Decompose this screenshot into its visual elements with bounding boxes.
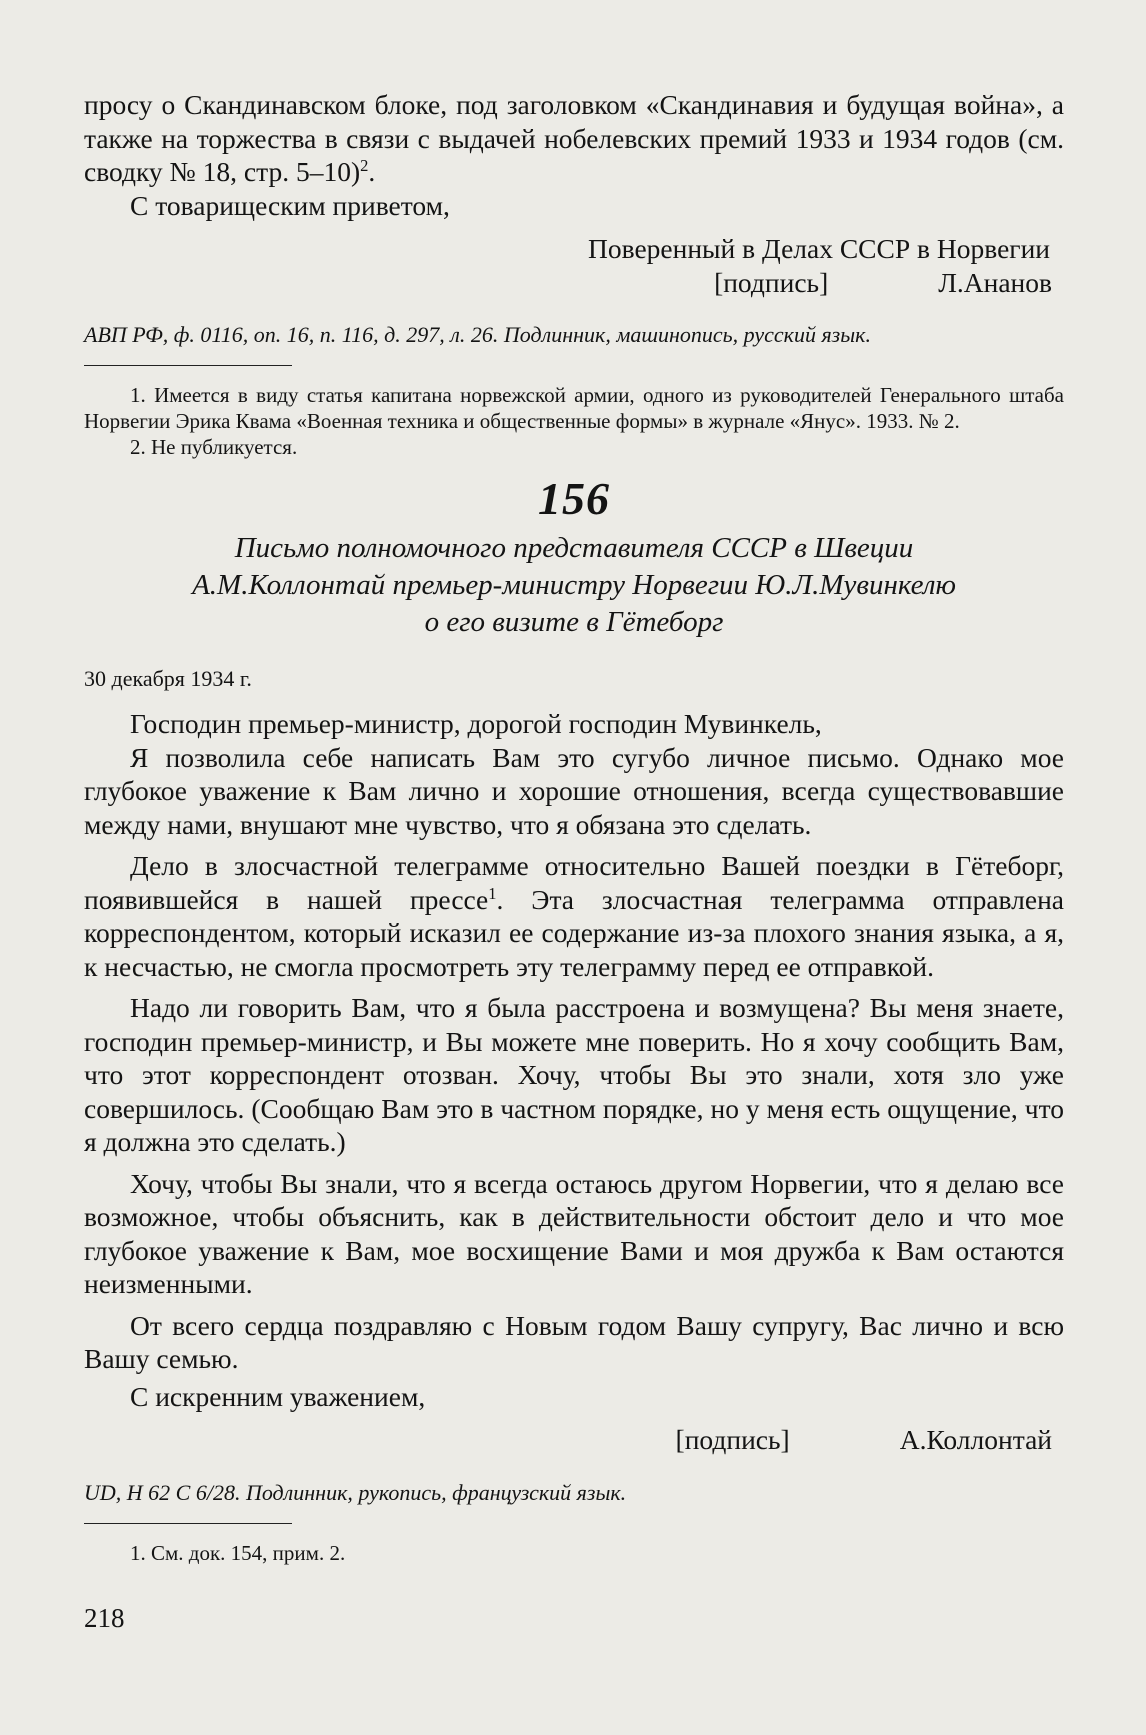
footnote-ref-1: 1 bbox=[488, 883, 497, 903]
letter-paragraph-2: Дело в злосчастной телеграмме относительно Вашей поездки в Гётеборг, появившейся в нашей прессе$^1$. Эта злосчастная телеграмма отправлена корреспондентом, который исказил ее содержание из-за плохого знания языка, а я, к несчастью, не смогла просмотреть эту телеграмму перед ее отправкой. bbox=[84, 850, 1064, 982]
page-number: 218 bbox=[84, 1602, 125, 1633]
document-title-line-2: А.М.Коллонтай премьер-министру Норвегии Ю.Л.Мувинкелю bbox=[192, 569, 956, 601]
document-title-line-3: о его визите в Гётеборг bbox=[424, 606, 724, 638]
letter-signature-tag: [подпись] bbox=[675, 1424, 790, 1455]
salutation: Господин премьер-министр, дорогой господин Мувинкель, bbox=[130, 708, 822, 739]
footnote-ref-2: 2 bbox=[360, 155, 369, 175]
archive-source: АВП РФ, ф. 0116, оп. 16, п. 116, д. 297, л. 26. Подлинник, машинопись, русский язык. bbox=[84, 322, 871, 347]
letter-source: UD, H 62 C 6/28. Подлинник, рукопись, французский язык. bbox=[84, 1479, 627, 1505]
letter-footnote-1: 1. См. док. 154, прим. 2. bbox=[130, 1540, 346, 1565]
letter-paragraph-4: Хочу, чтобы Вы знали, что я всегда остаюсь другом Норвегии, что я делаю все возможное, чтобы объяснить, как в действительности обстоит дело и что мое глубокое уважение к Вам, мое восхищение Вами и моя дружба к Вам остаются неизменными. bbox=[84, 1167, 1064, 1299]
signature-tag: [подпись] bbox=[714, 266, 829, 298]
letter-paragraph-3: Надо ли говорить Вам, что я была расстроена и возмущена? Вы меня знаете, господин премьер-министр, и Вы можете мне поверить. Но я хочу сообщить Вам, что этот корреспондент отозван. Хочу, чтобы Вы это знали, хотя зло уже совершилось. (Сообщаю Вам это в частном порядке, но у меня есть ощущение, что я должна это сделать.) bbox=[84, 992, 1064, 1157]
letter-signature-line bbox=[84, 1423, 1064, 1457]
signer-name: Л.Ананов bbox=[938, 266, 1052, 298]
letter-footnote-divider bbox=[84, 1523, 292, 1524]
signer-position: Поверенный в Делах СССР в Норвегии bbox=[588, 233, 1050, 264]
footnote-1: 1. Имеется в виду статья капитана норвежской армии, одного из руководителей Генерального штаба Норвегии Эрика Квама «Военная техника и общественные формы» в журнале «Янус». 1933. № 2. bbox=[84, 383, 1064, 433]
letter-paragraph-1: Я позволила себе написать Вам это сугубо личное письмо. Однако мое глубокое уважение к Вам лично и хорошие отношения, всегда существовавшие между нами, внушают мне чувство, что я обязана это сделать. bbox=[84, 741, 1064, 840]
letter-closing: С искренним уважением, bbox=[130, 1380, 426, 1412]
book-page bbox=[84, 88, 1064, 1634]
letter-paragraph-5: От всего сердца поздравляю с Новым годом Вашу супругу, Вас лично и всю Вашу семью. bbox=[84, 1309, 1064, 1374]
document-number: 156 bbox=[538, 473, 610, 524]
closing-greeting: С товарищеским приветом, bbox=[130, 189, 450, 221]
document-title-line-1: Письмо полномочного представителя СССР в Швеции bbox=[234, 532, 914, 564]
footnote-2: 2. Не публикуется. bbox=[130, 435, 298, 459]
footnote-divider bbox=[84, 365, 292, 366]
letter-signer-name: А.Коллонтай bbox=[899, 1424, 1052, 1455]
continued-paragraph: просу о Скандинавском блоке, под заголовком «Скандинавия и будущая война», а также на торжества в связи с выдачей нобелевских премий 1933 и 1934 годов (см. сводку № 18, стр. 5–10)$^2$. bbox=[84, 89, 1064, 187]
signature-line bbox=[84, 266, 1064, 300]
document-date: 30 декабря 1934 г. bbox=[84, 666, 252, 691]
